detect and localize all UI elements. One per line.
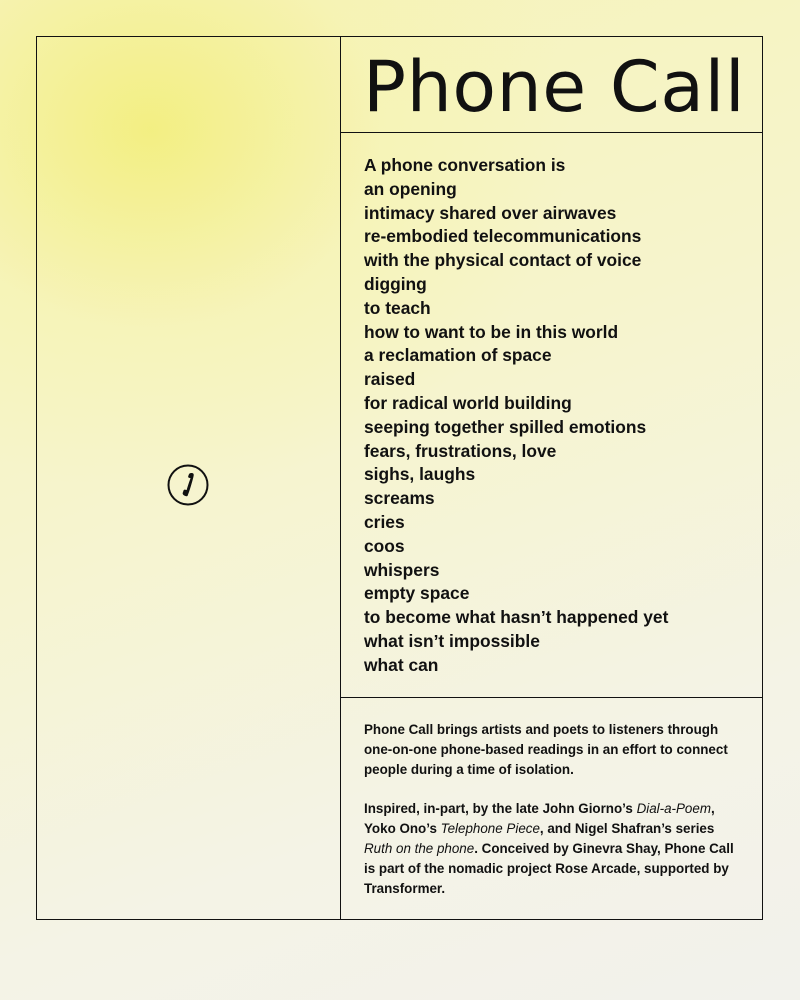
work-title: Telephone Piece — [440, 821, 540, 836]
poem-line: what can — [364, 654, 439, 675]
poem-line: with the physical contact of voice — [364, 250, 642, 271]
poem-line: empty space — [364, 583, 470, 604]
poem-line: what isn’t impossible — [364, 630, 540, 651]
credits-text: , Yoko Ono’s — [364, 801, 715, 836]
poem-line: whispers — [364, 559, 440, 580]
work-title: Dial-a-Poem — [636, 801, 711, 816]
poem-line: a reclamation of space — [364, 345, 552, 366]
poem-line: coos — [364, 535, 405, 556]
poem-line: to become what hasn’t happened yet — [364, 607, 669, 628]
credits-text: Inspired, in-part, by the late John Giorno’s — [364, 801, 637, 816]
poem-text — [364, 154, 668, 678]
poster-frame — [36, 36, 763, 920]
poem-line: screams — [364, 488, 435, 509]
poem-line: cries — [364, 511, 405, 532]
left-panel — [37, 37, 341, 919]
poem-line: how to want to be in this world — [364, 321, 619, 342]
poem-line: raised — [364, 369, 416, 390]
poem-line: A phone conversation is — [364, 155, 566, 175]
credits-text: . Conceived by Ginevra Shay, Phone Call is part of the nomadic project Rose Arcade, supported by Transformer. — [364, 841, 734, 896]
project-description: Phone Call brings artists and poets to listeners through one-on-one phone-based readings in an effort to connect people during a time of isolation. — [364, 722, 728, 777]
poem-line: for radical world building — [364, 392, 572, 413]
poem-line: to teach — [364, 297, 431, 318]
poem-line: seeping together spilled emotions — [364, 416, 647, 437]
work-title: Ruth on the phone — [364, 841, 475, 856]
poem-line: re-embodied telecommunications — [364, 226, 642, 247]
title-box — [341, 37, 762, 133]
poem-line: fears, frustrations, love — [364, 440, 557, 461]
poem-line: digging — [364, 273, 427, 294]
credits-text: , and Nigel Shafran’s series — [539, 821, 715, 836]
project-credits — [364, 799, 744, 899]
info-box — [341, 698, 762, 919]
poem-box — [341, 133, 762, 698]
poem-line: sighs, laughs — [364, 464, 476, 485]
poem-line: an opening — [364, 178, 457, 199]
poem-line: intimacy shared over airwaves — [364, 202, 617, 223]
page-title: Phone Call — [363, 46, 746, 128]
telephone-handset-icon — [167, 464, 209, 506]
